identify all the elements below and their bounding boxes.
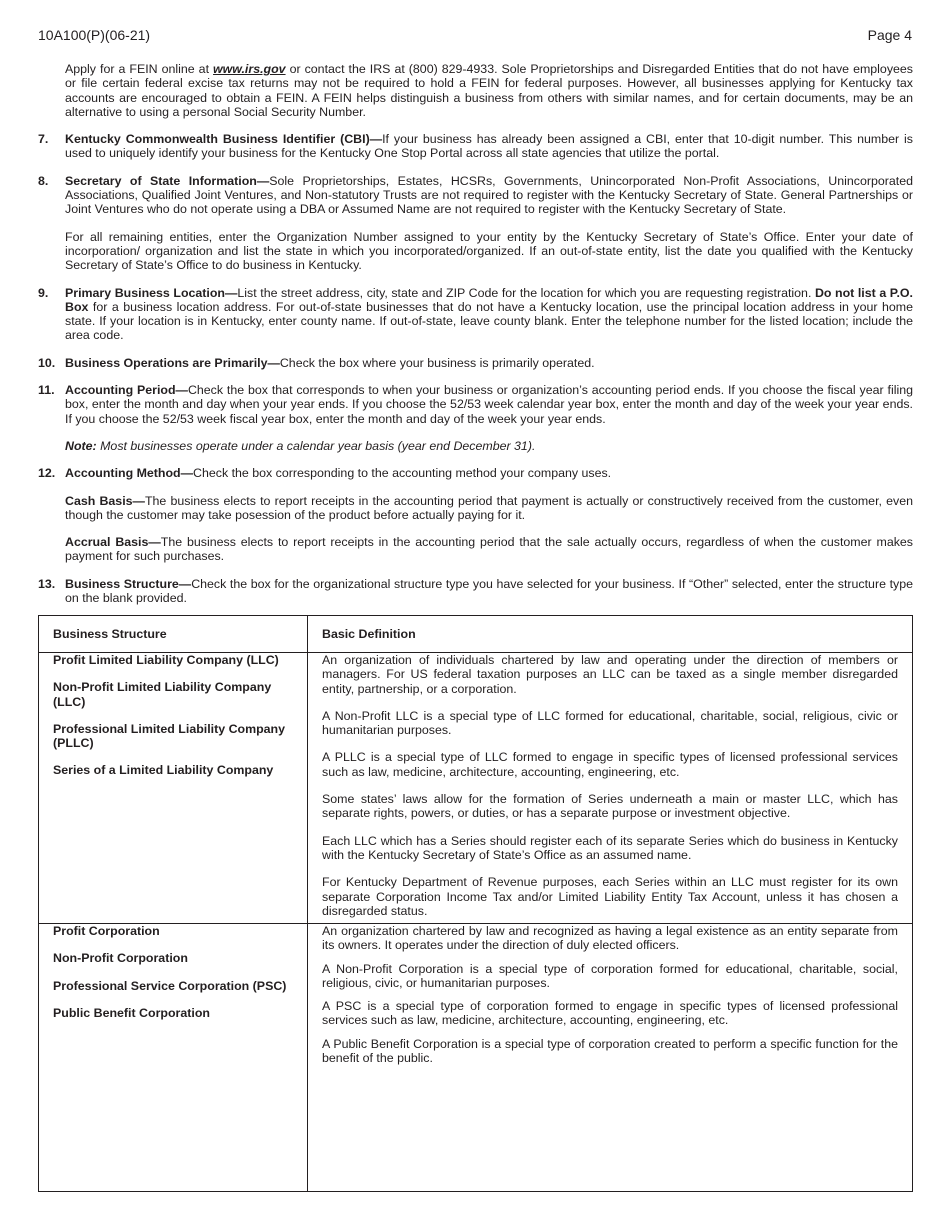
column-header-structure: Business Structure xyxy=(39,616,308,653)
definition-text: For Kentucky Department of Revenue purposes, each Series within an LLC must register for its own separate Corporation Income Tax and/or Limited Liability Entity Tax Account, unless it has chosen a disregarded status. xyxy=(322,875,898,918)
intro-text: Apply for a FEIN online at xyxy=(65,62,214,76)
definition-text: A Non-Profit LLC is a special type of LLC formed for educational, charitable, social, religious, civic or humanitarian purposes. xyxy=(322,708,898,738)
definition-text: Each LLC which has a Series should register each of its separate Series which do business in Kentucky with the Kentucky Secretary of State’s Office as an assumed name. xyxy=(322,833,898,862)
item-text: Check the box for the organizational structure type you have selected for your business. If “Other” selected, enter the structure type on the blank provided. xyxy=(65,576,913,606)
item-title: Accounting Method— xyxy=(65,466,194,481)
definition-text: An organization chartered by law and recognized as having a legal existence as an entity separate from its owners. It operates under the direction of duly elected officers. xyxy=(322,924,898,953)
item-number: 10. xyxy=(38,355,56,370)
definition-cell xyxy=(308,653,913,924)
item-title: Business Structure— xyxy=(65,576,192,591)
item-11 xyxy=(38,383,913,453)
item-title: Accounting Period— xyxy=(65,383,188,398)
item-text: Check the box that corresponds to when your business or organization’s accounting period ends. If you choose the fiscal year filing box, enter the month and day when your year ends. If you choose the 52/53 week calendar year box, enter the month and day of the week your year ends. If you choose the 52/53 week fiscal year box, enter the month and day of the week your year ends. xyxy=(65,383,913,426)
table-header-row xyxy=(39,616,913,653)
table-row-corporation xyxy=(39,924,913,1192)
item-12 xyxy=(38,466,913,563)
accrual-basis-title: Accrual Basis— xyxy=(65,535,161,550)
item-text: If your business has already been assigned a CBI, enter that 10-digit number. This number is used to uniquely identify your business for the Kentucky One Stop Portal across all state agencies that utilize the portal. xyxy=(65,132,913,161)
column-header-definition: Basic Definition xyxy=(308,616,913,653)
form-id: 10A100(P)(06-21) xyxy=(38,27,151,43)
item-9 xyxy=(38,286,913,343)
structure-name: Professional Service Corporation (PSC) xyxy=(53,978,287,993)
cash-basis-title: Cash Basis— xyxy=(65,493,145,508)
definition-text: An organization of individuals chartered by law and operating under the direction of members or managers. For US federal taxation purposes an LLC can be taxed as a single member disregarded entity, partnership, or a corporation. xyxy=(322,653,898,696)
structure-name: Profit Limited Liability Company (LLC) xyxy=(53,653,279,667)
item-text: Check the box corresponding to the accounting method your company uses. xyxy=(193,466,612,481)
fein-paragraph xyxy=(65,62,913,119)
accrual-basis-text: The business elects to report receipts in the accounting period that the sale actually occurs, regardless of when the customer makes payment for such purchases. xyxy=(65,535,913,564)
table-row-llc xyxy=(39,653,913,924)
item-13 xyxy=(38,577,913,606)
item-text-cont: for a business location address. For out-of-state businesses that do not have a Kentucky location, use the principal location address in your home state. If your location is in Kentucky, enter county name. If out-of-state, leave county blank. Enter the telephone number for the listed location; include the area code. xyxy=(65,299,913,343)
item-number: 13. xyxy=(38,576,56,591)
structure-name: Non-Profit Limited Liability Company (LLC) xyxy=(53,680,272,709)
item-title: Primary Business Location— xyxy=(65,285,238,300)
item-number: 7. xyxy=(38,132,49,147)
structure-name: Non-Profit Corporation xyxy=(53,951,188,966)
item-number: 11. xyxy=(38,383,55,398)
cash-basis xyxy=(65,494,913,523)
definition-text: A Non-Profit Corporation is a special type of corporation formed for educational, charitable, social, religious, civic, or humanitarian purposes. xyxy=(322,961,898,990)
definition-text: A PLLC is a special type of LLC formed to engage in specific types of licensed professional services such as law, medicine, architecture, accounting, engineering, etc. xyxy=(322,750,898,779)
item-number: 12. xyxy=(38,466,56,481)
note-text: Most businesses operate under a calendar year basis (year end December 31). xyxy=(96,438,536,453)
intro-text-cont: or contact the IRS at (800) 829-4933. Sole Proprietorships and Disregarded Entities that do not have employees or file certain federal excise tax returns may not be required to hold a FEIN for federal purposes. However, all businesses applying for Kentucky tax accounts are encouraged to obtain a FEIN. A FEIN helps distinguish a business from others with similar names, and for certain documents, may be an alternative to using a personal Social Security Number. xyxy=(65,62,913,119)
item-7 xyxy=(38,132,913,161)
item-number: 9. xyxy=(38,285,49,300)
definition-text: A Public Benefit Corporation is a special type of corporation created to perform a specific function for the benefit of the public. xyxy=(322,1036,898,1066)
structure-name: Public Benefit Corporation xyxy=(53,1005,210,1020)
irs-link[interactable]: www.irs.gov xyxy=(213,62,286,76)
note xyxy=(65,439,913,453)
page-number: Page 4 xyxy=(867,27,912,43)
item-paragraph: For all remaining entities, enter the Organization Number assigned to your entity by the Kentucky Secretary of State’s Office. Enter your date of incorporation/ organization and list the state in which you incorporated/organized. If an out-of-state entity, list the date you qualified with the Kentucky Secretary of State’s Office to do business in Kentucky. xyxy=(65,229,913,273)
item-emphasis: Do not list a P.O. Box xyxy=(65,285,913,314)
item-8 xyxy=(38,174,913,273)
item-10 xyxy=(38,356,913,370)
instructions-body xyxy=(38,62,913,618)
definition-text: A PSC is a special type of corporation formed to engage in specific types of licensed professional services such as law, medicine, architecture, accounting, engineering, etc. xyxy=(322,999,898,1028)
structure-cell xyxy=(39,924,308,1192)
note-label: Note: xyxy=(65,438,97,453)
definition-cell xyxy=(308,924,913,1192)
business-structure-table xyxy=(38,615,913,1192)
item-title: Business Operations are Primarily— xyxy=(65,355,280,370)
structure-name: Professional Limited Liability Company (PLLC) xyxy=(53,721,286,751)
structure-name: Profit Corporation xyxy=(53,924,160,938)
item-text: Sole Proprietorships, Estates, HCSRs, Governments, Unincorporated Non-Profit Associations, Unincorporated Associations, Qualified Joint Ventures, and Non-statutory Trusts are not required to register with the Kentucky Secretary of State. General Partnerships or Joint Ventures who do not operate using a DBA or Assumed Name are not required to register with the Kentucky Secretary of State. xyxy=(65,173,913,217)
structure-name: Series of a Limited Liability Company xyxy=(53,763,274,778)
item-number: 8. xyxy=(38,173,49,188)
cash-basis-text: The business elects to report receipts in the accounting period that payment is actually or constructively received from the customer, even though the customer may take posession of the product before actually paying for it. xyxy=(65,493,914,522)
item-text: List the street address, city, state and ZIP Code for the location for which you are requesting registration. xyxy=(237,285,815,300)
definition-text: Some states’ laws allow for the formation of Series underneath a main or master LLC, which has separate rights, powers, or duties, or has a separate purpose or investment objective. xyxy=(322,792,898,821)
item-text: Check the box where your business is primarily operated. xyxy=(279,355,595,370)
item-title: Kentucky Commonwealth Business Identifier (CBI)— xyxy=(65,132,383,147)
structure-cell xyxy=(39,653,308,924)
item-title: Secretary of State Information— xyxy=(65,173,270,188)
accrual-basis xyxy=(65,535,913,564)
